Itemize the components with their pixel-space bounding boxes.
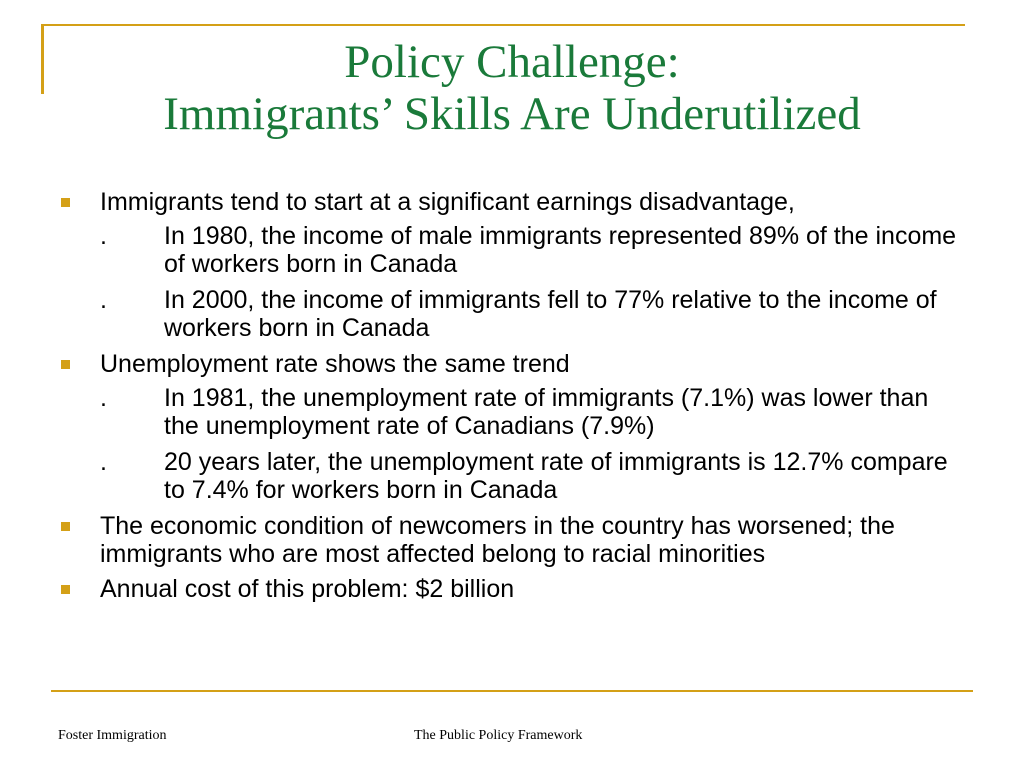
sub-item-text: In 2000, the income of immigrants fell to 77% relative to the income of workers born in Canada: [164, 286, 937, 342]
bullet-text: Annual cost of this problem: $2 billion: [100, 575, 515, 603]
square-bullet-icon: [61, 360, 70, 369]
title-line-1: Policy Challenge:: [344, 36, 680, 88]
sub-item: [100, 286, 968, 342]
bullet-item: [58, 575, 968, 603]
sub-list: [100, 222, 968, 342]
square-bullet-icon: [61, 522, 70, 531]
dot-marker: .: [100, 222, 107, 250]
footer-divider: [51, 690, 973, 692]
bullet-list: [58, 188, 968, 610]
bullet-item: [58, 512, 968, 568]
dot-marker: .: [100, 286, 107, 314]
sub-item-text: In 1981, the unemployment rate of immigrants (7.1%) was lower than the unemployment rate of Canadians (7.9%): [164, 384, 929, 440]
dot-marker: .: [100, 448, 107, 476]
sub-item-text: In 1980, the income of male immigrants represented 89% of the income of workers born in Canada: [164, 222, 957, 278]
frame-top-line: [41, 24, 965, 26]
sub-item-text: 20 years later, the unemployment rate of immigrants is 12.7% compare to 7.4% for workers born in Canada: [164, 448, 948, 504]
sub-list: [100, 384, 968, 504]
sub-item: [100, 448, 968, 504]
sub-item: [100, 222, 968, 278]
bullet-text: Immigrants tend to start at a significant earnings disadvantage,: [100, 188, 795, 216]
footer-center-text: The Public Policy Framework: [414, 728, 583, 743]
bullet-text: The economic condition of newcomers in the country has worsened; the immigrants who are most affected belong to racial minorities: [100, 512, 895, 568]
square-bullet-icon: [61, 198, 70, 207]
frame-vertical-line: [41, 24, 44, 94]
dot-marker: .: [100, 384, 107, 412]
slide-title: [60, 36, 964, 140]
sub-item: [100, 384, 968, 440]
square-bullet-icon: [61, 585, 70, 594]
title-line-2: Immigrants’ Skills Are Underutilized: [163, 88, 861, 140]
bullet-item: [58, 188, 968, 342]
footer-left-text: Foster Immigration: [58, 728, 167, 743]
bullet-item: [58, 350, 968, 504]
bullet-text: Unemployment rate shows the same trend: [100, 350, 570, 378]
